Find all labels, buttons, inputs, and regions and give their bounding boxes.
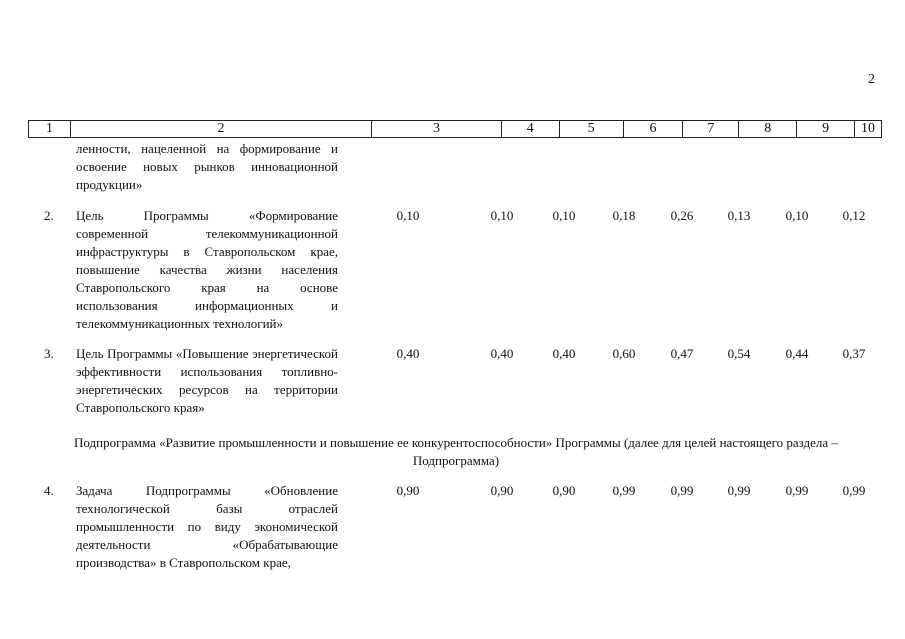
value-col-4: 0,90 [490,483,514,498]
header-cell-9: 9 [797,121,855,137]
value-col-7: 0,26 [670,208,694,223]
value-col-5: 0,40 [552,346,576,361]
value-col-3: 0,10 [396,208,420,223]
header-cell-4: 4 [502,121,560,137]
row-description: Цель Программы «Формирование современной телекоммуникационной инфраструктуры в Ставропольском крае, повышение качества жизни населения Ставропольского края на основе использования информационных и телекоммуникационных технологий» [76,208,338,331]
value-col-10: 0,12 [842,208,866,223]
header-cell-2: 2 [71,121,372,137]
value-col-4: 0,10 [490,208,514,223]
value-col-6: 0,60 [612,346,636,361]
value-col-3: 0,40 [396,346,420,361]
row-number: 3. [44,346,54,361]
header-cell-6: 6 [624,121,684,137]
value-col-3: 0,90 [396,483,420,498]
value-col-10: 0,99 [842,483,866,498]
header-cell-1: 1 [29,121,71,137]
header-cell-5: 5 [560,121,624,137]
value-col-7: 0,47 [670,346,694,361]
value-col-5: 0,90 [552,483,576,498]
value-col-10: 0,37 [842,346,866,361]
row-description: Задача Подпрограммы «Обновление технологической базы отраслей промышленности по виду экономической деятельности «Обрабатывающие производства» в Ставропольском крае, [76,483,338,570]
value-col-6: 0,18 [612,208,636,223]
value-col-8: 0,54 [727,346,751,361]
value-col-9: 0,44 [785,346,809,361]
value-col-4: 0,40 [490,346,514,361]
value-col-7: 0,99 [670,483,694,498]
header-cell-8: 8 [739,121,797,137]
header-cell-7: 7 [683,121,739,137]
page-number: 2 [868,72,875,87]
value-col-8: 0,13 [727,208,751,223]
subprogram-heading: Подпрограмма «Развитие промышленности и повышение ее конкурентоспособности» Программы (далее для целей настоящего раздела – Подпрограмма) [74,435,838,468]
value-col-9: 0,99 [785,483,809,498]
value-col-5: 0,10 [552,208,576,223]
value-col-8: 0,99 [727,483,751,498]
row-description: Цель Программы «Повышение энергетической эффективности использования топливно-энергетических ресурсов на территории Ставропольского края» [76,346,338,415]
value-col-9: 0,10 [785,208,809,223]
table-header-row [28,120,882,138]
header-cell-3: 3 [372,121,502,137]
row-number: 2. [44,208,54,223]
header-cell-10: 10 [861,121,875,136]
value-col-6: 0,99 [612,483,636,498]
row-number: 4. [44,483,54,498]
continued-description: ленности, нацеленной на формирование и освоение новых рынков инновационной продукции» [76,141,338,192]
